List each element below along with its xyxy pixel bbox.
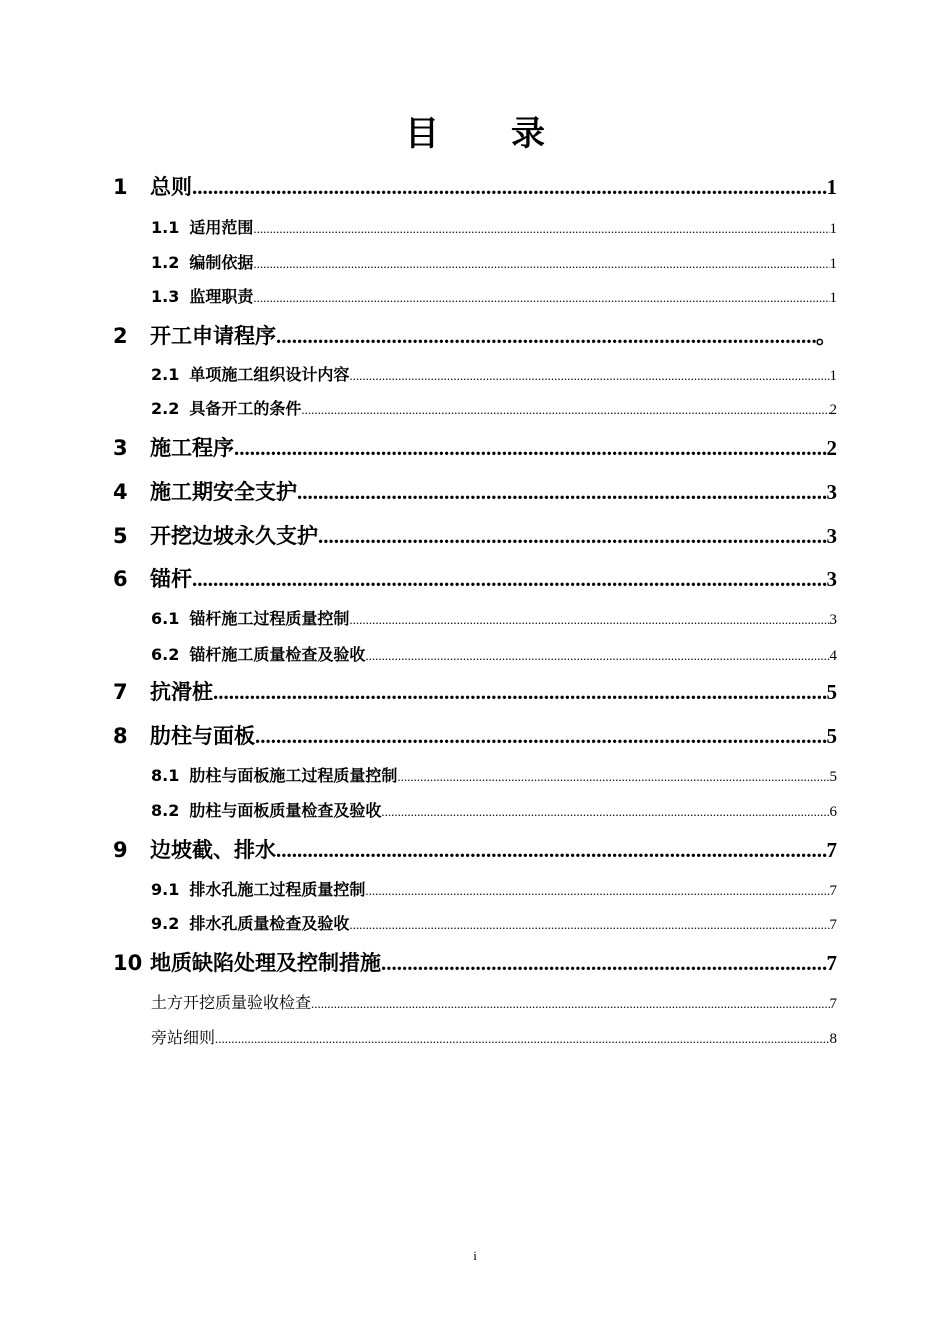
toc-dot-leader: [365, 645, 829, 667]
toc-dot-leader: [213, 678, 827, 706]
toc-entry[interactable]: [151, 1027, 837, 1050]
toc-entry-page: 。: [816, 324, 837, 348]
toc-dot-leader: [253, 218, 829, 240]
toc-entry-title: 锚杆施工过程质量控制: [189, 609, 350, 628]
toc-entry-title: 编制依据: [189, 253, 254, 272]
toc-dot-leader: [349, 365, 829, 387]
toc-entry[interactable]: [151, 217, 837, 240]
toc-dot-leader: [192, 173, 827, 201]
footer-page-number: i: [473, 1248, 477, 1263]
toc-dot-leader: [311, 993, 829, 1015]
toc-entry-number: 9: [113, 838, 128, 862]
toc-entry-number: 10: [113, 951, 143, 975]
toc-dot-leader: [276, 836, 827, 864]
toc-entry-title: 土方开挖质量验收检查: [151, 993, 312, 1012]
toc-entry-title: 边坡截、排水: [150, 838, 276, 862]
toc-dot-leader: [253, 253, 829, 275]
toc-entry[interactable]: [113, 678, 837, 706]
toc-entry[interactable]: [151, 800, 837, 823]
toc-dot-leader: [255, 722, 827, 750]
toc-entry[interactable]: [151, 286, 837, 309]
toc-entry-page: 5: [829, 769, 837, 785]
toc-entry-page: 8: [829, 1031, 837, 1047]
toc-entry-page: 5: [826, 724, 837, 748]
toc-entry[interactable]: [151, 913, 837, 936]
toc-entry[interactable]: [113, 322, 837, 350]
toc-dot-leader: [397, 766, 829, 788]
toc-entry-title: 旁站细则: [151, 1028, 216, 1047]
toc-entry-title: 开挖边坡永久支护: [150, 524, 318, 548]
toc-entry[interactable]: [113, 434, 837, 462]
toc-entry-title: 抗滑桩: [150, 680, 213, 704]
toc-entry-title: 地质缺陷处理及控制措施: [150, 951, 381, 975]
toc-entry-title: 施工期安全支护: [150, 480, 297, 504]
toc-entry-title: 开工申请程序: [150, 324, 276, 348]
toc-entry-number: 6.1: [151, 609, 180, 628]
toc-entry-title: 施工程序: [150, 436, 234, 460]
toc-entry[interactable]: [113, 522, 837, 550]
toc-entry-title: 肋柱与面板: [150, 724, 255, 748]
toc-entry-page: 7: [826, 951, 837, 975]
toc-entry-page: 6: [829, 804, 837, 820]
toc-entry-number: 8.2: [151, 801, 180, 820]
toc-dot-leader: [234, 434, 827, 462]
toc-dot-leader: [381, 949, 827, 977]
toc-entry[interactable]: [113, 478, 837, 506]
toc-dot-leader: [192, 565, 827, 593]
toc-entry-number: 3: [113, 436, 128, 460]
toc-entry[interactable]: [151, 608, 837, 631]
toc-entry-title: 适用范围: [189, 218, 254, 237]
toc-entry-title: 排水孔质量检查及验收: [189, 914, 350, 933]
toc-entry-page: 1: [829, 368, 837, 384]
toc-dot-leader: [318, 522, 827, 550]
toc-entry-number: 4: [113, 480, 128, 504]
toc-entry-title: 单项施工组织设计内容: [189, 365, 350, 384]
toc-dot-leader: [276, 322, 816, 350]
toc-entry-number: 2.1: [151, 365, 180, 384]
toc-entry-page: 7: [826, 838, 837, 862]
toc-entry-number: 2: [113, 324, 128, 348]
toc-entry[interactable]: [113, 565, 837, 593]
toc-dot-leader: [349, 609, 829, 631]
toc-entry-number: 5: [113, 524, 128, 548]
page-title: 目录: [405, 114, 617, 154]
toc-entry[interactable]: [113, 722, 837, 750]
toc-entry[interactable]: [151, 879, 837, 902]
toc-entry-page: 2: [829, 402, 837, 418]
toc-entry-title: 肋柱与面板施工过程质量控制: [189, 766, 398, 785]
toc-entry-number: 2.2: [151, 399, 180, 418]
toc-entry-page: 4: [829, 648, 837, 664]
toc-entry-number: 6: [113, 567, 128, 591]
toc-entry-page: 7: [829, 883, 837, 899]
toc-entry[interactable]: [151, 644, 837, 667]
toc-dot-leader: [381, 801, 829, 823]
toc-entry-page: 2: [826, 436, 837, 460]
toc-entry-page: 3: [829, 612, 837, 628]
toc-entry[interactable]: [113, 836, 837, 864]
toc-entry-title: 肋柱与面板质量检查及验收: [189, 801, 382, 820]
toc-dot-leader: [253, 287, 829, 309]
toc-entry-title: 排水孔施工过程质量控制: [189, 880, 366, 899]
toc-entry-page: 1: [826, 175, 837, 199]
toc-entry[interactable]: [151, 992, 837, 1015]
toc-entry-page: 1: [829, 256, 837, 272]
toc-entry-page: 3: [826, 567, 837, 591]
toc-entry-number: 1.2: [151, 253, 180, 272]
toc-entry-page: 7: [829, 917, 837, 933]
toc-entry-number: 9.1: [151, 880, 180, 899]
toc-dot-leader: [349, 914, 829, 936]
toc-entry-page: 3: [826, 524, 837, 548]
toc-entry-number: 1: [113, 175, 128, 199]
toc-entry-number: 7: [113, 680, 128, 704]
toc-dot-leader: [215, 1028, 829, 1050]
toc-entry-number: 6.2: [151, 645, 180, 664]
toc-dot-leader: [365, 880, 829, 902]
toc-entry-number: 1.1: [151, 218, 180, 237]
toc-entry-title: 监理职责: [189, 287, 254, 306]
toc-entry-page: 7: [829, 996, 837, 1012]
toc-entry-page: 1: [829, 290, 837, 306]
toc-entry[interactable]: [151, 398, 837, 421]
toc-entry-number: 8: [113, 724, 128, 748]
toc-entry-page: 3: [826, 480, 837, 504]
toc-entry[interactable]: [113, 949, 837, 977]
toc-entry-page: 1: [829, 221, 837, 237]
toc-entry[interactable]: [113, 173, 837, 201]
toc-dot-leader: [301, 399, 829, 421]
toc-entry-title: 具备开工的条件: [189, 399, 302, 418]
toc-entry[interactable]: [151, 765, 837, 788]
toc-entry[interactable]: [151, 252, 837, 275]
toc-entry-number: 9.2: [151, 914, 180, 933]
toc-entry-number: 1.3: [151, 287, 180, 306]
toc-dot-leader: [297, 478, 827, 506]
toc-entry-page: 5: [826, 680, 837, 704]
toc-entry-title: 锚杆施工质量检查及验收: [189, 645, 366, 664]
toc-entry-title: 锚杆: [150, 567, 192, 591]
toc-entry[interactable]: [151, 364, 837, 387]
toc-entry-title: 总则: [150, 175, 192, 199]
toc-entry-number: 8.1: [151, 766, 180, 785]
